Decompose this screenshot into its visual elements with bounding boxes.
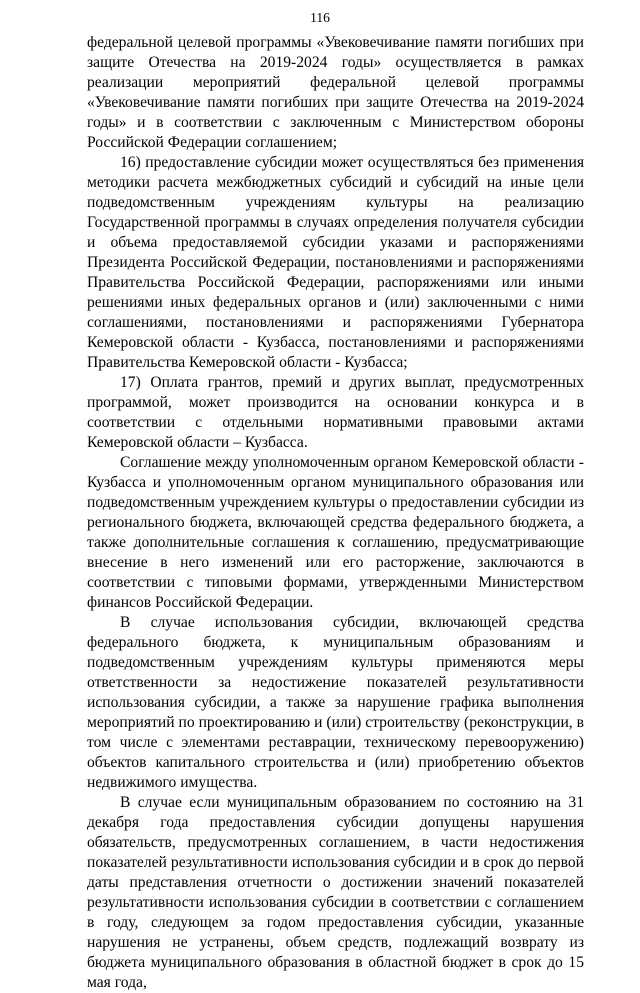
paragraph-violations: В случае если муниципальным образованием по состоянию на 31 декабря года предоставления субсидии допущены нарушения обязательств, предусмотренных соглашением, в части недостижения показателей результативности использования субсидии и в срок до первой даты представления отчетности о достижении значений показателей результативности использования субсидии в соответствии с соглашением в году, следующем за годом предоставления субсидии, указанные нарушения не устранены, объем средств, подлежащий возврату из бюджета муниципального образования в областной бюджет в срок до 15 мая года,: [87, 794, 584, 991]
paragraph-item-16: 16) предоставление субсидии может осуществляться без применения методики расчета межбюджетных субсидий и субсидий на иные цели подведомственным учреждениям культуры на реализацию Государственной программы в случаях определения получателя субсидии и объема предоставляемой субсидии указами и распоряжениями Президента Российской Федерации, постановлениями и распоряжениями Правительства Российской Федерации, распоряжениями или иными решениями иных федеральных органов и (или) заключенными с ними соглашениями, постановлениями и распоряжениями Губернатора Кемеровской области - Кузбасса, постановлениями и распоряжениями Правительства Кемеровской области - Кузбасса;: [87, 154, 584, 371]
page-number: 116: [310, 10, 330, 25]
paragraph-item-17: 17) Оплата грантов, премий и других выплат, предусмотренных программой, может производится на основании конкурса и в соответствии с отдельными нормативными правовыми актами Кемеровской области – Кузбасса.: [87, 374, 584, 451]
document-body: [87, 33, 584, 993]
paragraph-agreement: Соглашение между уполномоченным органом Кемеровской области - Кузбасса и уполномоченным органом муниципального образования или подведомственным учреждением культуры о предоставлении субсидии из регионального бюджета, включающей средства федерального бюджета, а также дополнительные соглашения к соглашению, предусматривающие внесение в него изменений или его расторжение, заключаются в соответствии с типовыми формами, утвержденными Министерством финансов Российской Федерации.: [87, 454, 584, 611]
paragraph-continuation: федеральной целевой программы «Увековечивание памяти погибших при защите Отечества на 2019-2024 годы» осуществляется в рамках реализации мероприятий федеральной целевой программы «Увековечивание памяти погибших при защите Отечества на 2019-2024 годы» и в соответствии с заключенным с Министерством обороны Российской Федерации соглашением;: [87, 34, 584, 151]
paragraph-responsibility: В случае использования субсидии, включающей средства федерального бюджета, к муниципальным образованиям и подведомственным учреждениям культуры применяются меры ответственности за недостижение показателей результативности использования субсидии, а также за нарушение графика выполнения мероприятий по проектированию и (или) строительству (реконструкции, в том числе с элементами реставрации, техническому перевооружению) объектов капитального строительства и (или) приобретению объектов недвижимого имущества.: [87, 614, 584, 791]
